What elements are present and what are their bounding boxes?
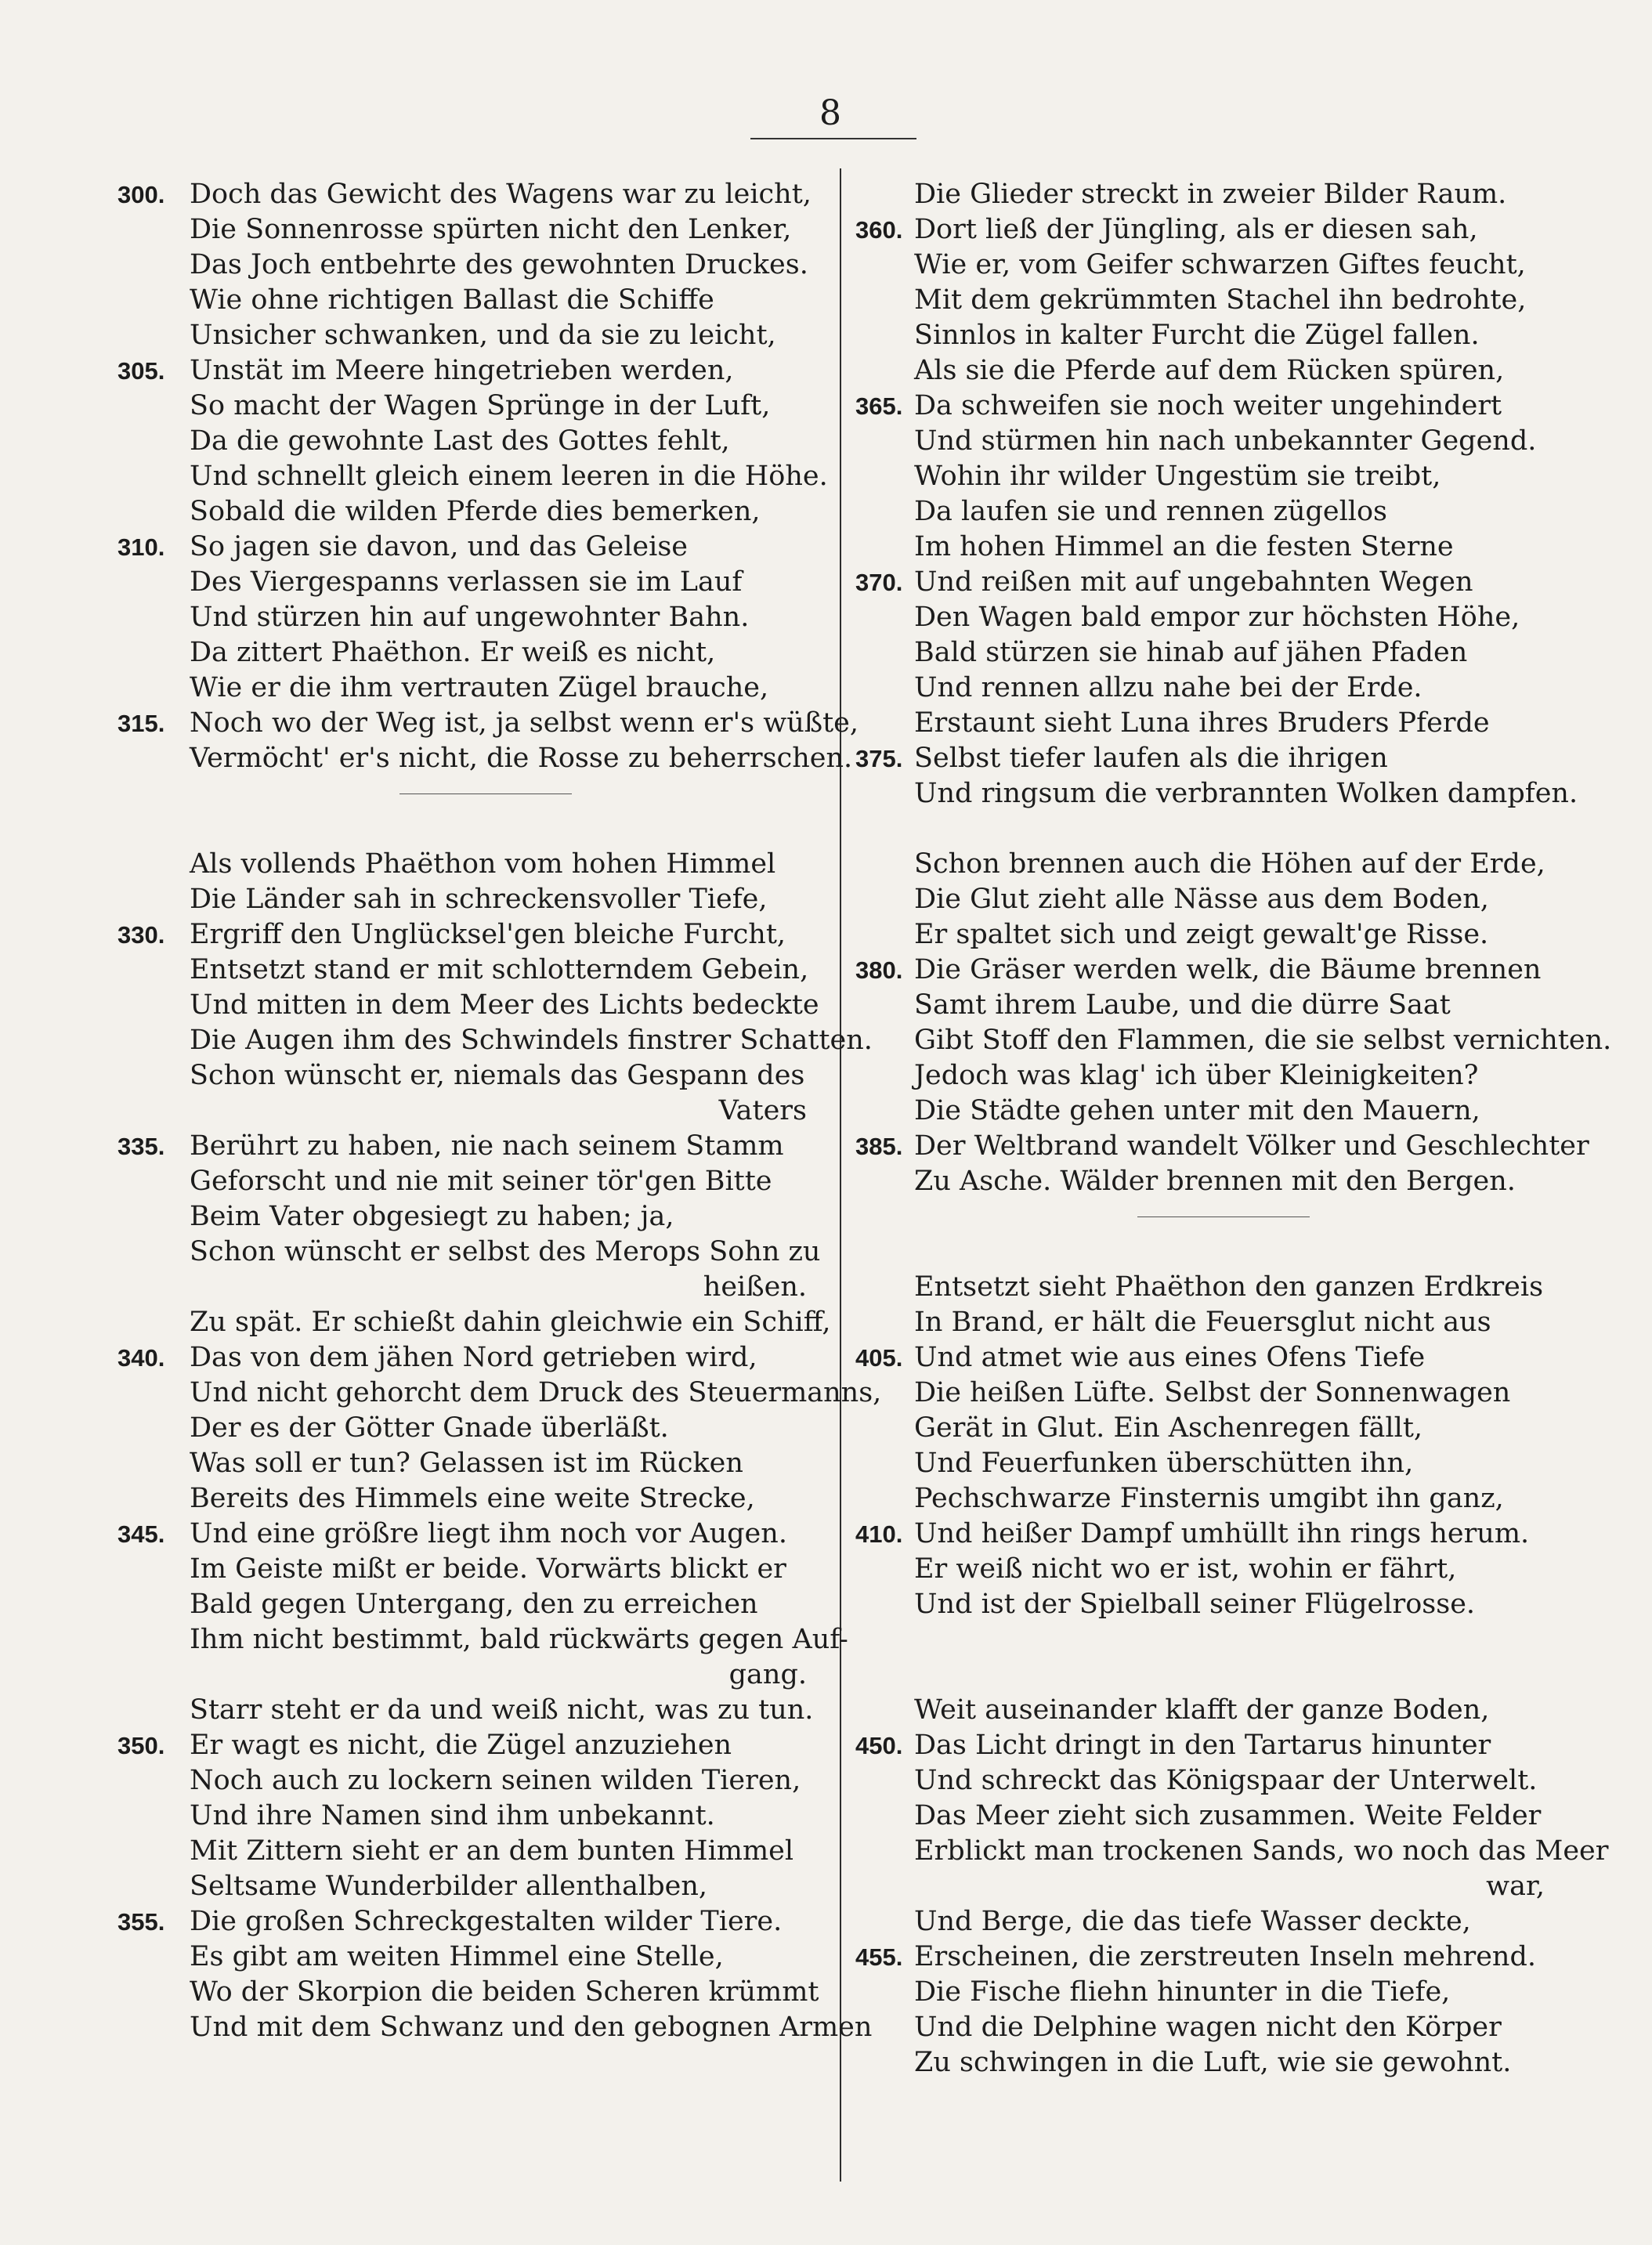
verse-line <box>855 1376 1564 1411</box>
verse-text: Im Geiste mißt er beide. Vorwärts blickt er <box>190 1553 786 1585</box>
verse-line <box>855 1799 1564 1834</box>
section-rule <box>855 1199 1564 1235</box>
verse-text: Die Augen ihm des Schwindels finstrer Schatten. <box>190 1025 873 1056</box>
verse-line <box>117 741 853 776</box>
verse-line <box>855 1904 1564 1940</box>
verse-line <box>855 1305 1564 1340</box>
verse-line <box>855 635 1564 671</box>
verse-line <box>117 706 859 741</box>
verse-line <box>855 1975 1564 2010</box>
verse-text: Sobald die wilden Pferde dies bemerken, <box>190 496 761 527</box>
verse-text: So jagen sie davon, und das Geleise <box>190 531 688 562</box>
verse-text: Da schweifen sie noch weiter ungehindert <box>914 390 1502 421</box>
verse-text: Berührt zu haben, nie nach seinem Stamm <box>190 1130 784 1162</box>
verse-text: Zu schwingen in die Luft, wie sie gewohnt. <box>914 2047 1512 2078</box>
verse-text: Gibt Stoff den Flammen, die sie selbst vernichten. <box>914 1025 1612 1056</box>
verse-line <box>117 565 826 600</box>
verse-line <box>117 1058 826 1094</box>
verse-text: Und reißen mit auf ungebahnten Wegen <box>914 566 1473 598</box>
verse-text: heißen. <box>703 1271 807 1303</box>
stanza-gap <box>855 1622 1564 1658</box>
verse-text: Schon brennen auch die Höhen auf der Erde, <box>914 848 1545 880</box>
verse-text: Als sie die Pferde auf dem Rücken spüren, <box>914 355 1505 386</box>
verse-line <box>855 353 1564 389</box>
verse-text: Als vollends Phaëthon vom hohen Himmel <box>190 848 776 880</box>
verse-line <box>855 565 1564 600</box>
stanza-gap <box>117 812 826 847</box>
verse-number: 350. <box>117 1732 165 1759</box>
verse-line <box>117 1235 826 1270</box>
verse-line <box>117 1869 826 1904</box>
page-number: 8 <box>819 93 841 133</box>
verse-text: Erstaunt sieht Luna ihres Bruders Pferde <box>914 707 1490 739</box>
verse-text: Bald gegen Untergang, den zu erreichen <box>190 1589 758 1620</box>
verse-text: Und atmet wie aus eines Ofens Tiefe <box>914 1342 1426 1373</box>
verse-text: Und nicht gehorcht dem Druck des Steuermanns, <box>190 1377 882 1408</box>
verse-text: Wie ohne richtigen Ballast die Schiffe <box>190 284 714 316</box>
verse-line <box>117 1587 826 1622</box>
verse-text: Bereits des Himmels eine weite Strecke, <box>190 1483 755 1514</box>
verse-text: Und stürmen hin nach unbekannter Gegend. <box>914 425 1537 457</box>
verse-text: Pechschwarze Finsternis umgibt ihn ganz, <box>914 1483 1504 1514</box>
verse-text: Unstät im Meere hingetrieben werden, <box>190 355 734 386</box>
verse-text: Das Joch entbehrte des gewohnten Druckes. <box>190 249 808 280</box>
verse-line <box>855 1481 1564 1517</box>
verse-text: Das Meer zieht sich zusammen. Weite Felder <box>914 1800 1542 1831</box>
verse-line <box>117 424 826 459</box>
verse-number: 375. <box>855 745 903 772</box>
stanza-gap <box>855 1658 1564 1693</box>
verse-text: Jedoch was klag' ich über Kleinigkeiten? <box>914 1060 1479 1091</box>
verse-number: 300. <box>117 181 165 208</box>
section-rule <box>117 776 826 812</box>
verse-line <box>117 988 826 1023</box>
verse-line <box>117 1340 826 1376</box>
verse-text: Und ihre Namen sind ihm unbekannt. <box>190 1800 715 1831</box>
verse-line <box>855 1693 1564 1728</box>
verse-text: Er spaltet sich und zeigt gewalt'ge Risse. <box>914 919 1489 950</box>
verse-line <box>117 1446 826 1481</box>
verse-text: Und ist der Spielball seiner Flügelrosse. <box>914 1589 1476 1620</box>
verse-line <box>117 318 826 353</box>
verse-number: 315. <box>117 710 165 737</box>
verse-line <box>855 1728 1564 1763</box>
column-divider <box>840 168 841 2182</box>
verse-text: Unsicher schwanken, und da sie zu leicht, <box>190 320 776 351</box>
verse-text: Seltsame Wunderbilder allenthalben, <box>190 1871 708 1902</box>
verse-text: Da laufen sie und rennen zügellos <box>914 496 1388 527</box>
verse-line <box>855 494 1564 530</box>
verse-line <box>855 2045 1564 2081</box>
verse-text: Mit dem gekrümmten Stachel ihn bedrohte, <box>914 284 1527 316</box>
verse-line <box>855 882 1564 917</box>
verse-text: Die heißen Lüfte. Selbst der Sonnenwagen <box>914 1377 1511 1408</box>
verse-text: Weit auseinander klafft der ganze Boden, <box>914 1694 1490 1726</box>
verse-line <box>117 389 826 424</box>
verse-number: 345. <box>117 1520 165 1548</box>
verse-line <box>855 741 1564 776</box>
verse-text: Die Glut zieht alle Nässe aus dem Boden, <box>914 884 1489 915</box>
verse-line <box>117 847 826 882</box>
verse-text: Er weiß nicht wo er ist, wohin er fährt, <box>914 1553 1457 1585</box>
verse-line <box>117 1693 826 1728</box>
verse-text: Wo der Skorpion die beiden Scheren krümmt <box>190 1976 819 2008</box>
verse-text: Er wagt es nicht, die Zügel anzuziehen <box>190 1730 732 1761</box>
verse-line <box>117 1728 826 1763</box>
verse-text: Des Viergespanns verlassen sie im Lauf <box>190 566 743 598</box>
verse-text: Geforscht und nie mit seiner tör'gen Bitte <box>190 1166 772 1197</box>
verse-text: So macht der Wagen Sprünge in der Luft, <box>190 390 771 421</box>
verse-line <box>855 283 1564 318</box>
verse-line <box>855 389 1564 424</box>
verse-line <box>855 917 1564 953</box>
verse-line <box>117 882 826 917</box>
verse-line <box>117 1023 873 1058</box>
verse-text: Und ringsum die verbrannten Wolken dampfen. <box>914 778 1578 809</box>
verse-number: 365. <box>855 392 903 420</box>
verse-line <box>117 671 826 706</box>
verse-text: Im hohen Himmel an die festen Sterne <box>914 531 1454 562</box>
verse-number: 340. <box>117 1344 165 1372</box>
verse-text: Zu Asche. Wälder brennen mit den Bergen. <box>914 1166 1516 1197</box>
verse-text: Der es der Götter Gnade überläßt. <box>190 1412 669 1444</box>
verse-line <box>855 1763 1564 1799</box>
verse-text: Selbst tiefer laufen als die ihrigen <box>914 743 1388 774</box>
verse-line <box>855 1517 1564 1552</box>
verse-line <box>117 635 826 671</box>
verse-line <box>117 494 826 530</box>
verse-line <box>117 1481 826 1517</box>
verse-line <box>117 600 826 635</box>
verse-line <box>117 1658 826 1693</box>
right-column <box>855 177 1612 2081</box>
verse-text: Ergriff den Unglücksel'gen bleiche Furcht, <box>190 919 786 950</box>
verse-text: Die Länder sah in schreckensvoller Tiefe, <box>190 884 768 915</box>
verse-text: Da zittert Phaëthon. Er weiß es nicht, <box>190 637 716 668</box>
verse-number: 385. <box>855 1133 903 1160</box>
verse-text: Und schreckt das Königspaar der Unterwelt. <box>914 1765 1538 1796</box>
verse-line <box>855 1340 1564 1376</box>
verse-number: 335. <box>117 1133 165 1160</box>
verse-line <box>117 248 826 283</box>
verse-text: Und mit dem Schwanz und den gebognen Armen <box>190 2012 873 2043</box>
verse-line <box>855 1411 1564 1446</box>
verse-number: 305. <box>117 357 165 385</box>
verse-text: Vaters <box>718 1095 807 1126</box>
verse-text: Bald stürzen sie hinab auf jähen Pfaden <box>914 637 1468 668</box>
verse-line <box>117 953 826 988</box>
verse-text: Beim Vater obgesiegt zu haben; ja, <box>190 1201 674 1232</box>
verse-text: Die Städte gehen unter mit den Mauern, <box>914 1095 1480 1126</box>
verse-text: Ihm nicht bestimmt, bald rückwärts gegen Auf- <box>190 1624 848 1655</box>
verse-line <box>855 177 1564 212</box>
verse-line <box>855 1446 1564 1481</box>
verse-text: Und mitten in dem Meer des Lichts bedeckte <box>190 989 819 1021</box>
verse-line <box>855 1094 1564 1129</box>
verse-line <box>855 530 1564 565</box>
verse-line <box>855 424 1564 459</box>
verse-text: war, <box>1486 1871 1545 1902</box>
verse-number: 380. <box>855 956 903 984</box>
verse-line <box>117 1129 826 1164</box>
verse-number: 455. <box>855 1943 903 1971</box>
verse-text: Und Feuerfunken überschütten ihn, <box>914 1448 1414 1479</box>
verse-line <box>117 283 826 318</box>
verse-line <box>117 459 826 494</box>
verse-line <box>117 353 826 389</box>
verse-line <box>117 1199 826 1235</box>
verse-line <box>117 2010 873 2045</box>
verse-text: Und die Delphine wagen nicht den Körper <box>914 2012 1502 2043</box>
verse-text: Die Sonnenrosse spürten nicht den Lenker, <box>190 214 792 245</box>
verse-line <box>855 1587 1564 1622</box>
verse-text: Schon wünscht er selbst des Merops Sohn zu <box>190 1236 821 1267</box>
verse-number: 355. <box>117 1908 165 1936</box>
verse-line <box>855 248 1564 283</box>
verse-number: 450. <box>855 1732 903 1759</box>
verse-text: Und heißer Dampf umhüllt ihn rings herum. <box>914 1518 1530 1549</box>
verse-number: 360. <box>855 216 903 244</box>
verse-text: Schon wünscht er, niemals das Gespann des <box>190 1060 805 1091</box>
verse-line <box>117 212 826 248</box>
verse-text: Zu spät. Er schießt dahin gleichwie ein Schiff, <box>190 1307 831 1338</box>
verse-text: Sinnlos in kalter Furcht die Zügel fallen. <box>914 320 1480 351</box>
verse-line <box>117 530 826 565</box>
verse-line <box>855 1940 1564 1975</box>
verse-text: Mit Zittern sieht er an dem bunten Himmel <box>190 1835 794 1867</box>
verse-text: Dort ließ der Jüngling, als er diesen sah, <box>914 214 1478 245</box>
verse-text: Vermöcht' er's nicht, die Rosse zu beherrschen. <box>190 743 853 774</box>
verse-text: Entsetzt sieht Phaëthon den ganzen Erdkreis <box>914 1271 1544 1303</box>
verse-line <box>117 1904 826 1940</box>
verse-line <box>117 1164 826 1199</box>
verse-line <box>117 1411 826 1446</box>
stanza-gap <box>855 1235 1564 1270</box>
verse-line <box>855 1129 1589 1164</box>
verse-text: gang. <box>728 1659 807 1690</box>
verse-line <box>855 600 1564 635</box>
verse-text: Die großen Schreckgestalten wilder Tiere. <box>190 1906 783 1937</box>
verse-line <box>855 1270 1564 1305</box>
verse-line <box>855 459 1564 494</box>
verse-number: 330. <box>117 921 165 949</box>
verse-line <box>117 1094 826 1129</box>
verse-number: 370. <box>855 569 903 596</box>
verse-number: 410. <box>855 1520 903 1548</box>
verse-number: 310. <box>117 533 165 561</box>
verse-text: Doch das Gewicht des Wagens war zu leicht, <box>190 179 812 210</box>
verse-line <box>855 847 1564 882</box>
verse-text: Die Glieder streckt in zweier Bilder Raum. <box>914 179 1507 210</box>
verse-text: Erblickt man trockenen Sands, wo noch das Meer <box>914 1835 1609 1867</box>
verse-text: Die Gräser werden welk, die Bäume brennen <box>914 954 1542 985</box>
verse-text: Der Weltbrand wandelt Völker und Geschlechter <box>914 1130 1589 1162</box>
verse-line <box>855 671 1564 706</box>
verse-line <box>855 1058 1564 1094</box>
verse-line <box>117 1305 831 1340</box>
verse-line <box>117 1376 882 1411</box>
verse-text: Starr steht er da und weiß nicht, was zu tun. <box>190 1694 814 1726</box>
verse-line <box>117 1940 826 1975</box>
verse-line <box>855 318 1564 353</box>
verse-line <box>855 1869 1564 1904</box>
verse-text: Es gibt am weiten Himmel eine Stelle, <box>190 1941 724 1972</box>
verse-line <box>117 1622 848 1658</box>
verse-text: In Brand, er hält die Feuersglut nicht aus <box>914 1307 1491 1338</box>
verse-text: Wohin ihr wilder Ungestüm sie treibt, <box>914 461 1441 492</box>
verse-line <box>117 1517 826 1552</box>
verse-line <box>855 1023 1612 1058</box>
verse-number: 405. <box>855 1344 903 1372</box>
verse-text: Was soll er tun? Gelassen ist im Rücken <box>190 1448 743 1479</box>
verse-text: Da die gewohnte Last des Gottes fehlt, <box>190 425 730 457</box>
verse-line <box>117 177 826 212</box>
verse-line <box>117 1270 826 1305</box>
verse-text: Die Fische fliehn hinunter in die Tiefe, <box>914 1976 1451 2008</box>
stanza-gap <box>855 812 1564 847</box>
verse-line <box>855 1834 1609 1869</box>
verse-line <box>117 917 826 953</box>
verse-line <box>855 212 1564 248</box>
verse-text: Den Wagen bald empor zur höchsten Höhe, <box>914 602 1520 633</box>
verse-text: Erscheinen, die zerstreuten Inseln mehrend. <box>914 1941 1536 1972</box>
verse-text: Samt ihrem Laube, und die dürre Saat <box>914 989 1451 1021</box>
verse-line <box>117 1834 826 1869</box>
verse-text: Entsetzt stand er mit schlotterndem Gebein, <box>190 954 809 985</box>
verse-line <box>855 953 1564 988</box>
verse-line <box>855 1552 1564 1587</box>
verse-text: Und schnellt gleich einem leeren in die Höhe. <box>190 461 828 492</box>
verse-text: Noch wo der Weg ist, ja selbst wenn er's wüßte, <box>190 707 859 739</box>
verse-text: Wie er die ihm vertrauten Zügel brauche, <box>190 672 769 703</box>
verse-text: Und eine größre liegt ihm noch vor Augen. <box>190 1518 787 1549</box>
verse-text: Gerät in Glut. Ein Aschenregen fällt, <box>914 1412 1423 1444</box>
header-rule <box>750 138 916 139</box>
verse-line <box>117 1975 826 2010</box>
verse-line <box>117 1763 826 1799</box>
verse-text: Das Licht dringt in den Tartarus hinunter <box>914 1730 1491 1761</box>
verse-line <box>855 988 1564 1023</box>
verse-text: Und stürzen hin auf ungewohnter Bahn. <box>190 602 750 633</box>
verse-text: Noch auch zu lockern seinen wilden Tieren, <box>190 1765 801 1796</box>
verse-line <box>855 2010 1564 2045</box>
verse-text: Das von dem jähen Nord getrieben wird, <box>190 1342 757 1373</box>
verse-text: Und Berge, die das tiefe Wasser deckte, <box>914 1906 1471 1937</box>
verse-line <box>855 1164 1564 1199</box>
verse-line <box>855 776 1578 812</box>
verse-line <box>117 1552 826 1587</box>
verse-text: Wie er, vom Geifer schwarzen Giftes feucht, <box>914 249 1526 280</box>
verse-line <box>117 1799 826 1834</box>
verse-line <box>855 706 1564 741</box>
verse-text: Und rennen allzu nahe bei der Erde. <box>914 672 1422 703</box>
